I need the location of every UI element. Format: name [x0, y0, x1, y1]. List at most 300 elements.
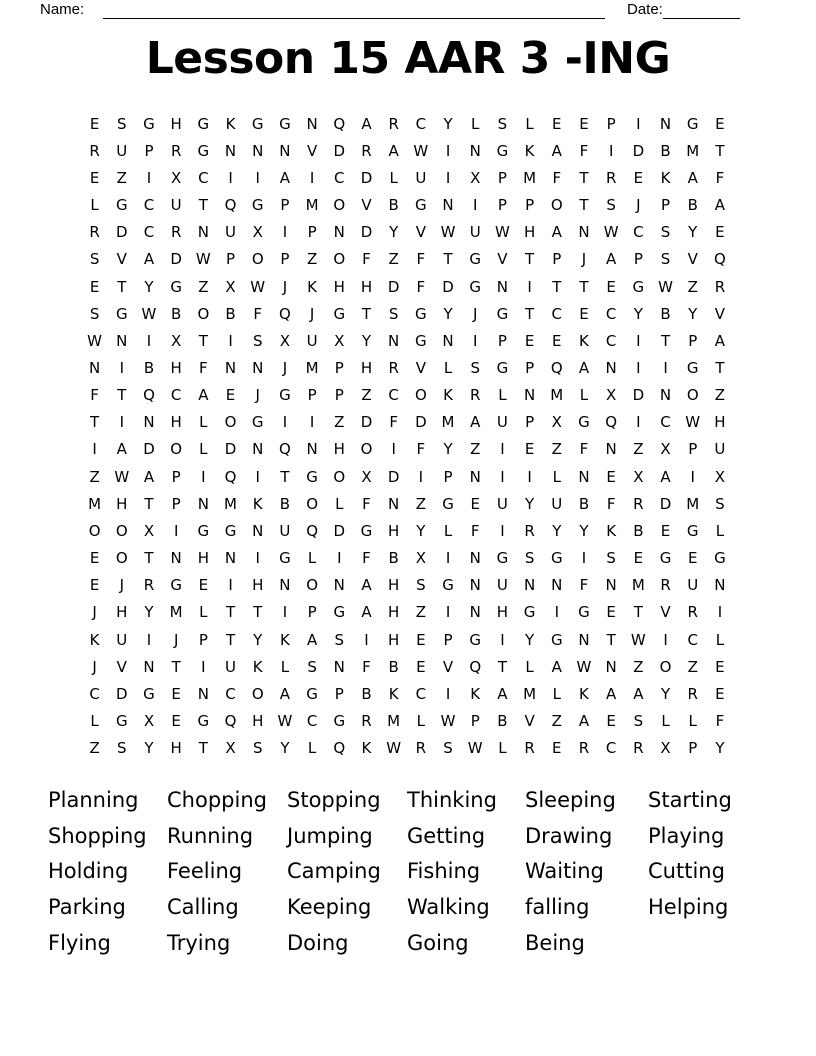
grid-letter: N: [224, 141, 237, 160]
grid-letter: N: [659, 386, 672, 405]
grid-letter: X: [252, 223, 263, 242]
grid-letter: T: [715, 358, 725, 377]
grid-letter: T: [579, 196, 589, 215]
grid-letter: F: [579, 440, 589, 459]
grid-letter: R: [605, 168, 617, 187]
grid-letter: U: [306, 331, 318, 350]
grid-letter: N: [523, 576, 536, 595]
grid-letter: X: [606, 386, 617, 405]
grid-letter: K: [606, 521, 617, 540]
grid-letter: H: [252, 712, 264, 731]
grid-letter: K: [470, 684, 481, 703]
grid-letter: E: [606, 712, 616, 731]
grid-letter: T: [633, 603, 643, 622]
grid-letter: B: [660, 141, 671, 160]
grid-letter: Y: [688, 223, 698, 242]
grid-letter: W: [413, 141, 429, 160]
grid-letter: V: [442, 657, 454, 676]
word-list-item: Jumping: [287, 823, 373, 848]
grid-letter: H: [333, 440, 345, 459]
grid-letter: O: [306, 494, 318, 513]
grid-letter: E: [660, 521, 671, 540]
grid-letter: B: [497, 712, 508, 731]
grid-letter: R: [660, 576, 671, 595]
grid-letter: G: [333, 304, 346, 323]
grid-letter: I: [473, 331, 478, 350]
grid-letter: N: [143, 657, 155, 676]
word-list-item: Trying: [167, 930, 231, 955]
grid-letter: I: [309, 168, 315, 187]
grid-letter: A: [116, 440, 127, 459]
grid-letter: D: [116, 223, 128, 242]
grid-letter: H: [170, 358, 182, 377]
word-list-item: Flying: [48, 930, 111, 955]
grid-letter: A: [687, 168, 698, 187]
grid-letter: S: [252, 739, 263, 758]
grid-letter: F: [389, 413, 398, 432]
grid-letter: I: [527, 467, 532, 486]
grid-letter: E: [89, 576, 100, 595]
grid-letter: X: [660, 739, 671, 758]
grid-letter: Z: [361, 386, 372, 405]
grid-letter: W: [440, 223, 456, 242]
grid-letter: I: [473, 196, 478, 215]
grid-letter: M: [523, 684, 537, 703]
grid-letter: L: [498, 386, 507, 405]
grid-letter: A: [551, 657, 562, 676]
grid-letter: U: [170, 196, 182, 215]
grid-letter: M: [305, 358, 319, 377]
grid-letter: G: [279, 549, 291, 568]
grid-letter: Y: [416, 521, 426, 540]
grid-letter: B: [687, 196, 698, 215]
grid-letter: T: [660, 331, 671, 350]
grid-letter: J: [92, 657, 97, 676]
grid-letter: I: [527, 277, 532, 296]
grid-letter: A: [388, 141, 399, 160]
grid-letter: P: [525, 196, 535, 215]
grid-letter: P: [307, 223, 317, 242]
grid-letter: E: [416, 657, 426, 676]
grid-letter: R: [633, 739, 644, 758]
word-list-empty: [648, 925, 758, 961]
word-list-item: Parking: [48, 894, 126, 919]
grid-letter: E: [633, 549, 644, 568]
grid-letter: P: [497, 331, 507, 350]
grid-letter: P: [171, 494, 181, 513]
grid-letter: O: [306, 576, 318, 595]
grid-letter: E: [524, 440, 535, 459]
grid-letter: Y: [144, 277, 154, 296]
grid-letter: J: [309, 304, 315, 323]
grid-letter: S: [470, 358, 480, 377]
grid-letter: F: [90, 386, 99, 405]
grid-letter: P: [525, 358, 535, 377]
grid-letter: V: [714, 304, 726, 323]
grid-letter: E: [633, 168, 644, 187]
grid-letter: W: [195, 250, 211, 269]
grid-letter: G: [496, 358, 509, 377]
word-list-item: Shopping: [48, 823, 147, 848]
grid-letter: H: [170, 413, 182, 432]
grid-letter: I: [337, 549, 342, 568]
grid-letter: I: [418, 467, 424, 486]
grid-letter: C: [143, 223, 155, 242]
grid-letter: F: [579, 141, 589, 160]
grid-letter: N: [279, 141, 291, 160]
grid-letter: B: [388, 549, 399, 568]
grid-letter: M: [224, 494, 237, 513]
grid-letter: S: [524, 549, 535, 568]
grid-letter: W: [114, 467, 130, 486]
grid-letter: L: [552, 467, 561, 486]
grid-letter: S: [606, 196, 616, 215]
grid-letter: A: [198, 386, 209, 405]
grid-letter: P: [497, 196, 507, 215]
grid-letter: U: [496, 413, 508, 432]
grid-letter: A: [551, 223, 562, 242]
word-list-item: Doing: [287, 930, 349, 955]
grid-letter: T: [225, 630, 236, 649]
grid-letter: H: [388, 521, 400, 540]
grid-letter: C: [605, 304, 617, 323]
grid-letter: E: [225, 386, 236, 405]
grid-letter: Q: [224, 467, 237, 486]
grid-letter: H: [170, 739, 182, 758]
grid-letter: B: [279, 494, 291, 513]
grid-letter: K: [252, 494, 263, 513]
word-list-item: Being: [525, 930, 585, 955]
grid-letter: Y: [443, 304, 453, 323]
grid-letter: N: [279, 576, 291, 595]
grid-letter: L: [416, 712, 426, 731]
grid-letter: Y: [715, 739, 725, 758]
grid-letter: I: [500, 440, 505, 459]
word-list-item: Playing: [648, 823, 725, 848]
grid-letter: Y: [389, 223, 399, 242]
grid-letter: U: [687, 576, 699, 595]
grid-letter: M: [631, 576, 645, 595]
grid-letter: A: [714, 196, 726, 215]
grid-letter: A: [578, 358, 590, 377]
grid-letter: I: [228, 576, 233, 595]
grid-letter: Z: [116, 168, 127, 187]
grid-letter: O: [251, 250, 264, 269]
grid-letter: H: [496, 603, 509, 622]
grid-letter: P: [497, 168, 507, 187]
grid-letter: R: [170, 223, 182, 242]
grid-letter: L: [389, 168, 398, 187]
grid-letter: P: [688, 440, 698, 459]
grid-letter: T: [198, 196, 208, 215]
grid-letter: P: [552, 250, 562, 269]
word-list-item: Feeling: [167, 859, 243, 884]
grid-letter: U: [551, 494, 563, 513]
grid-letter: U: [116, 141, 128, 160]
grid-letter: B: [578, 494, 590, 513]
grid-letter: H: [197, 549, 209, 568]
grid-letter: H: [333, 277, 345, 296]
grid-letter: Y: [361, 331, 372, 350]
grid-letter: L: [715, 521, 725, 540]
grid-letter: L: [579, 386, 589, 405]
grid-letter: S: [252, 331, 263, 350]
grid-letter: L: [307, 549, 317, 568]
grid-letter: C: [170, 386, 182, 405]
grid-letter: K: [89, 630, 100, 649]
grid-letter: E: [606, 603, 616, 622]
grid-letter: D: [442, 277, 454, 296]
grid-letter: I: [636, 358, 641, 377]
word-list-item: Camping: [287, 859, 381, 884]
grid-letter: E: [198, 576, 209, 595]
grid-letter: X: [225, 277, 236, 296]
grid-letter: I: [663, 358, 668, 377]
grid-letter: G: [469, 250, 482, 269]
grid-letter: I: [146, 630, 152, 649]
grid-letter: E: [606, 277, 616, 296]
grid-letter: Q: [714, 250, 726, 269]
letter-grid: [81, 110, 734, 762]
grid-letter: B: [361, 684, 372, 703]
grid-letter: U: [279, 521, 291, 540]
word-list-item: Cutting: [648, 859, 725, 884]
grid-letter: Q: [605, 413, 618, 432]
grid-letter: Z: [714, 386, 726, 405]
grid-letter: P: [470, 712, 480, 731]
grid-letter: E: [552, 331, 562, 350]
grid-letter: N: [170, 549, 182, 568]
grid-letter: N: [523, 386, 536, 405]
grid-letter: R: [361, 712, 372, 731]
grid-letter: M: [441, 413, 455, 432]
grid-letter: Q: [279, 440, 291, 459]
grid-letter: G: [333, 603, 346, 622]
grid-letter: Y: [633, 304, 643, 323]
grid-letter: W: [685, 413, 701, 432]
grid-letter: P: [307, 603, 317, 622]
grid-letter: Y: [525, 494, 535, 513]
grid-letter: N: [469, 141, 481, 160]
grid-letter: E: [171, 712, 181, 731]
grid-letter: K: [307, 277, 318, 296]
grid-letter: N: [469, 576, 481, 595]
grid-letter: V: [415, 223, 426, 242]
grid-letter: I: [445, 603, 451, 622]
grid-letter: N: [197, 494, 209, 513]
grid-letter: W: [440, 712, 456, 731]
grid-letter: S: [715, 494, 725, 513]
grid-letter: R: [687, 603, 698, 622]
grid-letter: Y: [660, 684, 671, 703]
grid-letter: C: [633, 223, 644, 242]
grid-letter: G: [523, 603, 536, 622]
grid-letter: C: [605, 739, 617, 758]
grid-letter: O: [197, 304, 210, 323]
grid-letter: D: [360, 223, 373, 242]
grid-letter: K: [388, 684, 399, 703]
grid-letter: G: [197, 521, 210, 540]
grid-letter: R: [361, 141, 372, 160]
grid-letter: Q: [469, 657, 482, 676]
grid-letter: E: [687, 549, 698, 568]
grid-letter: K: [225, 114, 236, 133]
grid-letter: J: [282, 358, 288, 377]
grid-letter: Z: [633, 440, 644, 459]
grid-letter: T: [497, 657, 507, 676]
grid-letter: G: [659, 549, 672, 568]
grid-letter: X: [633, 467, 644, 486]
grid-letter: T: [144, 549, 154, 568]
grid-letter: H: [388, 603, 400, 622]
grid-letter: W: [658, 277, 673, 296]
grid-letter: D: [659, 494, 672, 513]
grid-letter: G: [686, 358, 699, 377]
word-list-item: Waiting: [525, 859, 604, 884]
grid-letter: G: [197, 114, 210, 133]
grid-letter: R: [388, 358, 399, 377]
grid-letter: Q: [224, 196, 237, 215]
grid-letter: G: [714, 549, 726, 568]
grid-letter: S: [89, 304, 100, 323]
grid-letter: G: [442, 494, 454, 513]
grid-letter: S: [497, 114, 508, 133]
grid-letter: N: [252, 358, 264, 377]
grid-letter: P: [661, 196, 671, 215]
grid-letter: H: [523, 223, 536, 242]
grid-letter: E: [524, 331, 535, 350]
grid-letter: R: [415, 739, 427, 758]
grid-letter: K: [361, 739, 372, 758]
grid-letter: K: [443, 386, 453, 405]
grid-letter: N: [442, 331, 454, 350]
word-list-item: Running: [167, 823, 254, 848]
grid-letter: R: [714, 277, 726, 296]
grid-letter: O: [333, 196, 346, 215]
grid-letter: W: [277, 712, 293, 731]
grid-letter: O: [333, 467, 346, 486]
grid-letter: T: [280, 467, 290, 486]
grid-letter: A: [714, 331, 726, 350]
grid-letter: N: [197, 223, 209, 242]
word-list-item: Drawing: [525, 823, 613, 848]
grid-letter: I: [690, 467, 695, 486]
grid-letter: U: [415, 168, 427, 187]
grid-letter: Q: [279, 304, 291, 323]
grid-letter: N: [333, 657, 345, 676]
grid-letter: I: [173, 521, 179, 540]
grid-letter: N: [714, 576, 726, 595]
grid-letter: M: [550, 386, 564, 405]
grid-letter: P: [307, 386, 317, 405]
grid-letter: I: [608, 141, 614, 160]
grid-letter: P: [280, 196, 290, 215]
grid-letter: G: [251, 114, 264, 133]
grid-letter: P: [443, 467, 453, 486]
grid-letter: P: [688, 331, 698, 350]
grid-letter: S: [660, 223, 671, 242]
grid-letter: V: [116, 657, 127, 676]
grid-letter: I: [636, 413, 641, 432]
grid-letter: Z: [551, 440, 562, 459]
grid-letter: E: [715, 684, 725, 703]
grid-letter: E: [89, 549, 100, 568]
grid-letter: V: [660, 603, 671, 622]
word-list-item: Chopping: [167, 787, 267, 812]
grid-letter: U: [469, 223, 481, 242]
grid-letter: G: [306, 467, 318, 486]
grid-letter: B: [171, 304, 182, 323]
grid-letter: P: [443, 630, 453, 649]
grid-letter: Z: [306, 250, 318, 269]
grid-letter: H: [116, 603, 128, 622]
grid-letter: X: [225, 739, 236, 758]
grid-letter: B: [660, 304, 671, 323]
grid-letter: M: [169, 603, 183, 622]
grid-letter: C: [334, 168, 345, 187]
grid-letter: E: [579, 304, 589, 323]
grid-letter: Y: [280, 739, 290, 758]
grid-letter: F: [552, 168, 562, 187]
grid-letter: A: [143, 467, 155, 486]
date-blank-line: [663, 18, 740, 19]
grid-letter: T: [225, 603, 236, 622]
grid-letter: K: [524, 141, 535, 160]
grid-letter: N: [469, 603, 481, 622]
grid-letter: A: [660, 467, 671, 486]
grid-letter: I: [201, 467, 206, 486]
grid-letter: L: [90, 712, 99, 731]
grid-letter: N: [605, 657, 617, 676]
grid-letter: L: [498, 739, 507, 758]
grid-letter: X: [334, 331, 345, 350]
word-list-item: Thinking: [407, 787, 497, 812]
grid-letter: I: [119, 413, 124, 432]
grid-letter: I: [445, 141, 451, 160]
grid-letter: Y: [552, 521, 562, 540]
grid-letter: E: [89, 114, 100, 133]
grid-letter: N: [551, 576, 563, 595]
grid-letter: N: [224, 358, 237, 377]
grid-letter: D: [333, 141, 346, 160]
grid-letter: L: [90, 196, 99, 215]
grid-letter: S: [660, 250, 671, 269]
grid-letter: M: [686, 141, 700, 160]
grid-letter: N: [116, 331, 128, 350]
grid-letter: Z: [89, 467, 100, 486]
grid-letter: L: [552, 684, 561, 703]
grid-letter: Q: [333, 739, 346, 758]
grid-letter: N: [333, 576, 345, 595]
grid-letter: F: [416, 250, 426, 269]
grid-letter: Z: [415, 603, 426, 622]
grid-letter: N: [143, 413, 155, 432]
grid-letter: D: [224, 440, 237, 459]
grid-letter: N: [578, 630, 590, 649]
grid-letter: G: [197, 712, 210, 731]
grid-letter: Y: [443, 114, 453, 133]
grid-letter: N: [252, 440, 264, 459]
grid-letter: O: [659, 657, 672, 676]
grid-letter: W: [603, 223, 619, 242]
grid-letter: T: [90, 413, 100, 432]
grid-letter: C: [89, 684, 100, 703]
grid-letter: C: [660, 413, 671, 432]
grid-letter: P: [334, 386, 344, 405]
grid-letter: T: [117, 386, 127, 405]
grid-letter: M: [305, 196, 319, 215]
grid-letter: Z: [687, 657, 698, 676]
